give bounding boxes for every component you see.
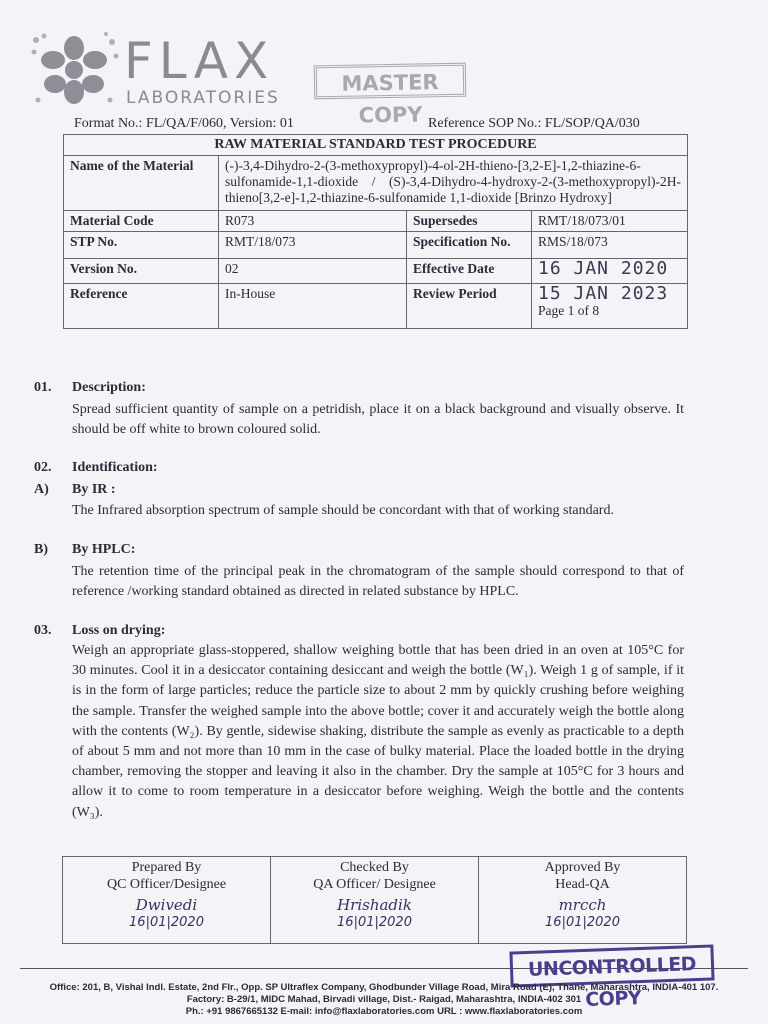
section-text: Spread sufficient quantity of sample on a petridish, place it on a black background and visually observe. It should be off white to brown coloured solid. xyxy=(72,402,684,437)
review-period-value: 15 JAN 2023 xyxy=(538,283,669,304)
section-text: Weigh an appropriate glass-stoppered, shallow weighing bottle that has been dried in an oven at 105°C for 30 minutes. Cool it in a desiccator containing desiccant and weigh the bottle (W₁). Weigh 1 g of sample, if it is in the form of large particles; reduce the particle size to about 2 mm by quickly crushing before weighing the sample. Transfer the weighed sample into the above bottle; cover it and accurately weigh the bottle along with the contents (W₂). By gentle, sidewise shaking, distribute the sample as evenly as practicable to a depth of about 5 mm and not more than 10 mm in the case of bulky material. Place the loaded bottle in the drying chamber, removing the stopper and leaving it also in the chamber. Dry the sample at 105°C for 3 hours and allow it to come to room temperature in a desiccator before weighing. Weigh the bottle and the contents (W₃). xyxy=(72,643,684,820)
section-text: The Infrared absorption spectrum of sample should be concordant with that of working standard. xyxy=(72,503,614,518)
subsection-heading: By HPLC: xyxy=(72,542,136,557)
prepared-by-date: 16|01|2020 xyxy=(129,915,204,930)
flower-logo-icon xyxy=(28,30,120,110)
reference-value: In-House xyxy=(219,284,407,329)
section-text: The retention time of the principal peak in the chromatogram of the sample should correspond to that of reference /working standard obtained as directed in related substance by HPLC. xyxy=(72,564,684,599)
subsection-heading: By IR : xyxy=(72,482,116,497)
checked-by-title: Checked By xyxy=(340,860,409,875)
approved-by-role: Head-QA xyxy=(555,877,610,892)
specification-value: RMS/18/073 xyxy=(532,232,688,259)
section-number: 02. xyxy=(34,460,52,475)
material-code-value: R073 xyxy=(219,211,407,232)
reference-sop: Reference SOP No.: FL/SOP/QA/030 xyxy=(428,116,640,131)
company-logo-text: FLAX xyxy=(124,32,275,90)
section-heading: Loss on drying: xyxy=(72,623,166,638)
footer-office-address: Office: 201, B, Vishal Indl. Estate, 2nd Flr., Opp. SP Ultraflex Company, Ghodbunder Village Road, Mira Road (E), Thane, Maharashtra, INDIA-401 107. xyxy=(49,982,719,993)
footer-factory-address: Factory: B-29/1, MIDC Mahad, Birvadi village, Dist.- Raigad, Maharashtra, INDIA-402 301 xyxy=(186,994,582,1005)
effective-date-value: 16 JAN 2020 xyxy=(538,258,669,279)
approved-by-date: 16|01|2020 xyxy=(545,915,620,930)
version-value: 02 xyxy=(219,259,407,284)
prepared-by-title: Prepared By xyxy=(131,860,202,875)
uncontrolled-copy-stamp: UNCONTROLLED COPY xyxy=(509,944,714,987)
material-name-value: (-)-3,4-Dihydro-2-(3-methoxypropyl)-4-ol-2H-thieno-[3,2-E]-1,2-thiazine-6-sulfonamide-1,1-dioxide / (S)-3,4-Dihydro-4-hydroxy-2-(3-methoxypropyl)-2H-thieno[3,2-e]-1,2-thiazine-6-sulfonamide 1,1-dioxide [Brinzo Hydroxy] xyxy=(219,156,688,211)
page-number: Page 1 of 8 xyxy=(538,303,600,318)
prepared-by-role: QC Officer/Designee xyxy=(106,877,227,892)
version-label: Version No. xyxy=(64,259,219,284)
effective-date-label: Effective Date xyxy=(407,259,532,284)
section-number: 03. xyxy=(34,623,52,638)
format-number: Format No.: FL/QA/F/060, Version: 01 xyxy=(74,116,294,131)
material-code-label: Material Code xyxy=(64,211,219,232)
checked-by-role: QA Officer/ Designee xyxy=(313,877,436,892)
checked-by-date: 16|01|2020 xyxy=(337,915,412,930)
company-logo-subtitle: LABORATORIES xyxy=(126,88,280,108)
prepared-by-signature: Dwivedi xyxy=(135,896,198,914)
section-heading: Identification: xyxy=(72,460,158,475)
stp-value: RMT/18/073 xyxy=(219,232,407,259)
document-title: RAW MATERIAL STANDARD TEST PROCEDURE xyxy=(64,135,688,156)
review-period-label: Review Period xyxy=(407,284,532,329)
checked-by-signature: Hrishadik xyxy=(337,896,412,914)
approved-by-title: Approved By xyxy=(544,860,621,875)
supersedes-value: RMT/18/073/01 xyxy=(532,211,688,232)
supersedes-label: Supersedes xyxy=(407,211,532,232)
stp-label: STP No. xyxy=(64,232,219,259)
subsection-number: A) xyxy=(34,482,49,497)
approved-by-signature: mrcch xyxy=(558,896,607,914)
material-name-label: Name of the Material xyxy=(64,156,219,211)
section-heading: Description: xyxy=(72,380,146,395)
footer-contact: Ph.: +91 9867665132 E-mail: info@flaxlaboratories.com URL : www.flaxlaboratories.com xyxy=(185,1006,583,1017)
section-number: 01. xyxy=(34,380,52,395)
subsection-number: B) xyxy=(34,542,48,557)
reference-label: Reference xyxy=(64,284,219,329)
header-table xyxy=(63,134,688,329)
signature-table xyxy=(62,856,687,944)
master-copy-stamp: MASTER COPY xyxy=(314,63,467,100)
specification-label: Specification No. xyxy=(407,232,532,259)
